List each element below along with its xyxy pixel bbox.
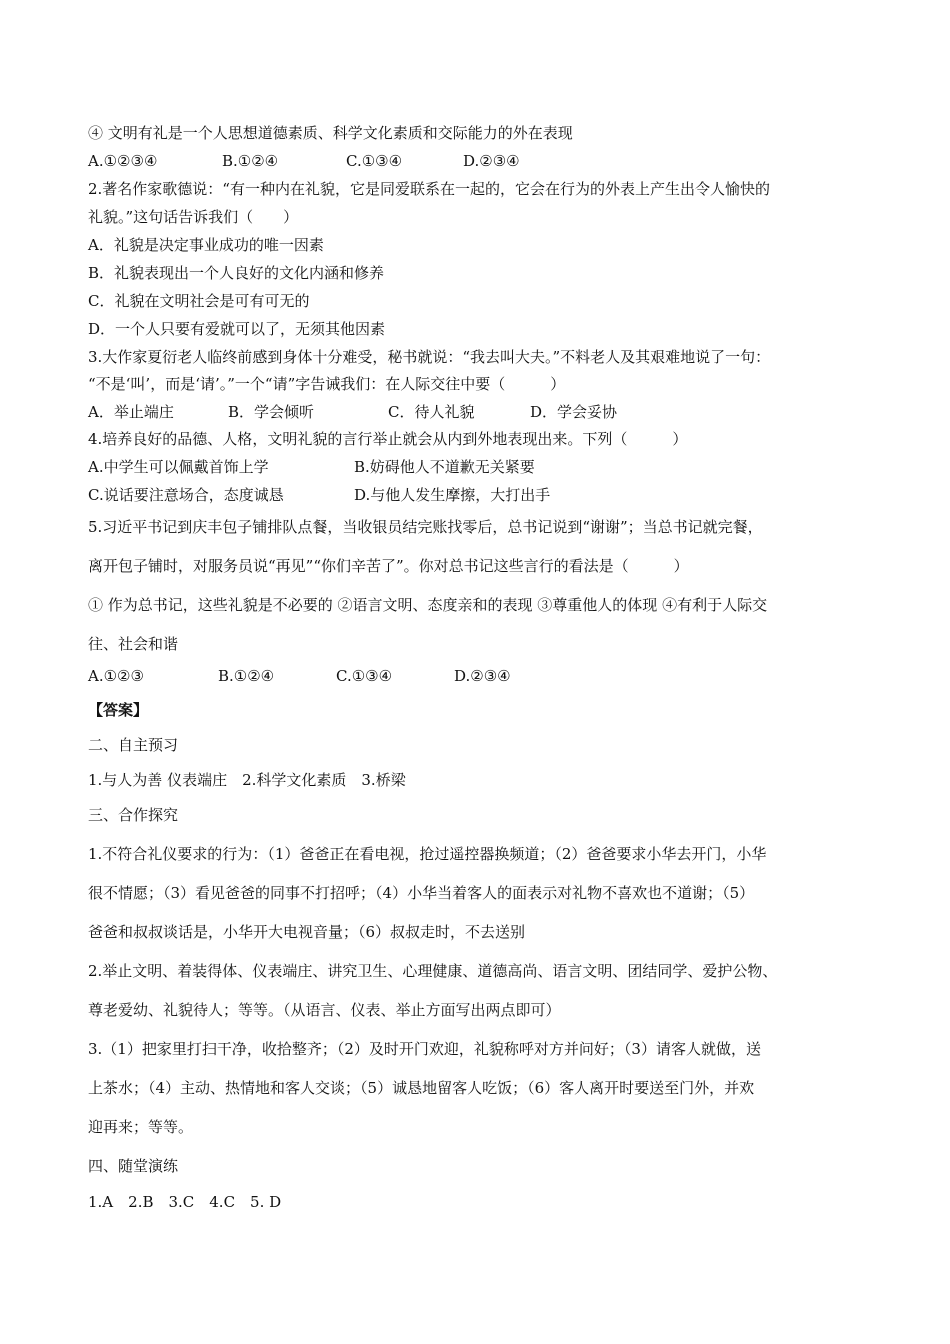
section-3-answer2-line2: 尊老爱幼、礼貌待人；等等。（从语言、仪表、举止方面写出两点即可）: [88, 1001, 561, 1019]
section-2-title: 二、自主预习: [88, 736, 179, 754]
section-3-answer1-line1: 1.不符合礼仪要求的行为：（1）爸爸正在看电视，抢过遥控器换频道；（2）爸爸要求小华去开门，小华: [88, 845, 767, 863]
q4-option-d: D.与他人发生摩擦，大打出手: [354, 486, 551, 504]
q5-options: [88, 666, 511, 686]
q2-option-a: A．礼貌是决定事业成功的唯一因素: [88, 236, 324, 254]
q4-options-row2: [88, 485, 550, 505]
q3-option-c: C．待人礼貌: [388, 403, 475, 421]
q3-option-a: A．举止端庄: [88, 403, 174, 421]
section-3-title: 三、合作探究: [88, 806, 179, 824]
q2-option-d: D．一个人只要有爱就可以了，无须其他因素: [88, 320, 386, 338]
section-4-answers: 1.A 2.B 3.C 4.C 5. D: [88, 1193, 282, 1211]
q2-stem-line1: 2.著名作家歌德说：“有一种内在礼貌，它是同爱联系在一起的，它会在行为的外表上产生出令人愉快的: [88, 180, 770, 198]
section-3-answer2-line1: 2.举止文明、着装得体、仪表端庄、讲究卫生、心理健康、道德高尚、语言文明、团结同学、爱护公物、: [88, 962, 778, 980]
answers-heading: 【答案】: [88, 701, 149, 719]
q4-options-row1: [88, 457, 535, 477]
q3-stem-line1: 3.大作家夏衍老人临终前感到身体十分难受，秘书就说：“我去叫大夫。”不料老人及其艰难地说了一句：: [88, 348, 771, 366]
section-3-answer3-line2: 上茶水；（4）主动、热情地和客人交谈；（5）诚恳地留客人吃饭；（6）客人离开时要送至门外，并欢: [88, 1079, 755, 1097]
q1-option-c: C.①③④: [346, 152, 403, 170]
q2-stem-line2: 礼貌。”这句话告诉我们（ ）: [88, 208, 299, 226]
q5-option-d: D.②③④: [454, 667, 511, 685]
q4-option-a: A.中学生可以佩戴首饰上学: [88, 458, 269, 476]
q5-items-line1: ① 作为总书记，这些礼貌是不必要的 ②语言文明、态度亲和的表现 ③尊重他人的体现 ④有利于人际交: [88, 596, 768, 614]
q2-option-c: C．礼貌在文明社会是可有可无的: [88, 292, 310, 310]
q1-option-d: D.②③④: [463, 152, 520, 170]
q3-stem-line2: “不是‘叫’，而是‘请’。”一个“请”字告诫我们：在人际交往中要（ ）: [88, 375, 566, 393]
q1-options: [88, 151, 520, 171]
q5-option-a: A.①②③: [88, 667, 144, 685]
q1-option-b: B.①②④: [222, 152, 279, 170]
section-3-answer3-line3: 迎再来；等等。: [88, 1118, 194, 1136]
q2-option-b: B．礼貌表现出一个人良好的文化内涵和修养: [88, 264, 385, 282]
q4-option-b: B.妨碍他人不道歉无关紧要: [354, 458, 535, 476]
q5-items-line2: 往、社会和谐: [88, 635, 179, 653]
q3-option-d: D．学会妥协: [530, 403, 618, 421]
q3-option-b: B．学会倾听: [228, 403, 315, 421]
q1-item-4: ④ 文明有礼是一个人思想道德素质、科学文化素质和交际能力的外在表现: [88, 124, 573, 142]
q3-options: [88, 402, 617, 422]
section-4-title: 四、随堂演练: [88, 1157, 179, 1175]
q5-option-c: C.①③④: [336, 667, 393, 685]
section-3-answer1-line2: 很不情愿；（3）看见爸爸的同事不打招呼；（4）小华当着客人的面表示对礼物不喜欢也不道谢；（5）: [88, 884, 755, 902]
q5-stem-line2: 离开包子铺时，对服务员说“再见”“你们辛苦了”。你对总书记这些言行的看法是（ ）: [88, 557, 689, 575]
section-3-answer3-line1: 3.（1）把家里打扫干净，收拾整齐；（2）及时开门欢迎，礼貌称呼对方并问好；（3）请客人就做，送: [88, 1040, 761, 1058]
q4-stem: 4.培养良好的品德、人格，文明礼貌的言行举止就会从内到外地表现出来。下列（ ）: [88, 430, 688, 448]
q1-option-a: A.①②③④: [88, 152, 158, 170]
q5-stem-line1: 5.习近平书记到庆丰包子铺排队点餐，当收银员结完账找零后，总书记说到“谢谢”；当总书记就完餐，: [88, 518, 763, 536]
section-2-answers: 1.与人为善 仪表端庄 2.科学文化素质 3.桥梁: [88, 771, 406, 789]
section-3-answer1-line3: 爸爸和叔叔谈话是，小华开大电视音量；（6）叔叔走时，不去送别: [88, 923, 526, 941]
q5-option-b: B.①②④: [218, 667, 275, 685]
q4-option-c: C.说话要注意场合，态度诚恳: [88, 486, 284, 504]
